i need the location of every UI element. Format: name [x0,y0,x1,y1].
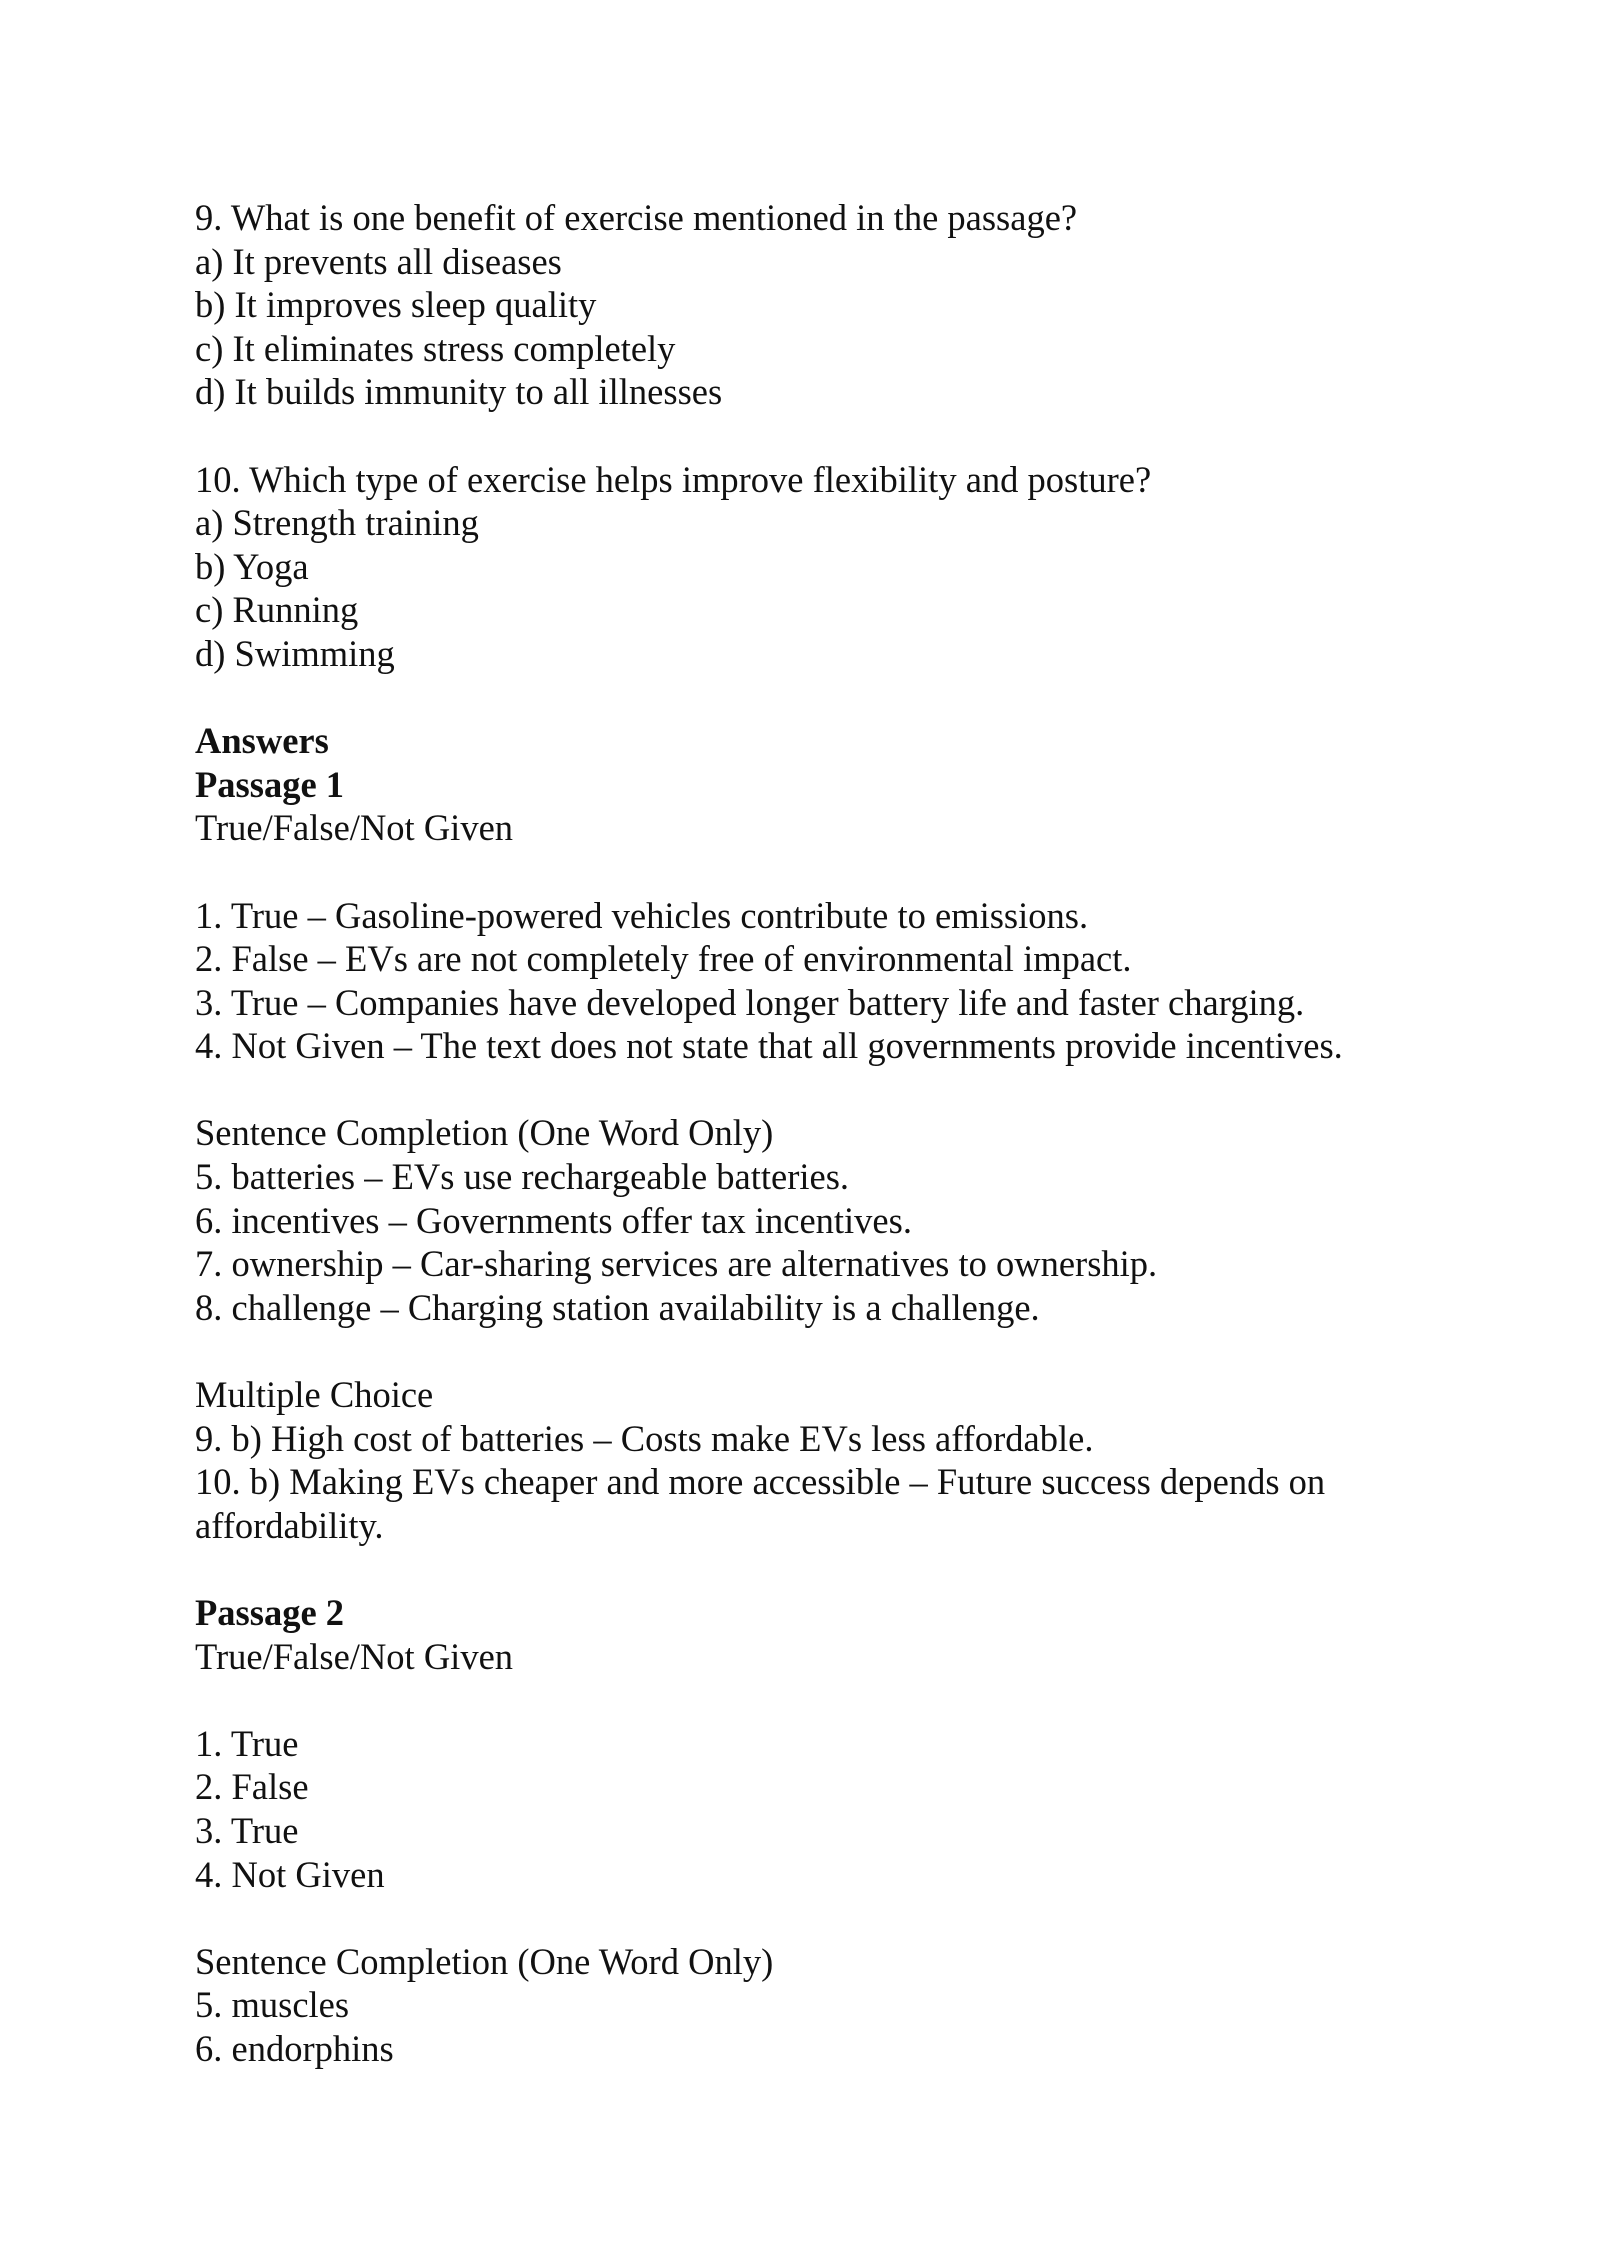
answers-heading: Answers [195,720,329,762]
p2-sc-answer-6: 6. endorphins [195,2027,394,2069]
q10-option-c: c) Running [195,589,359,631]
spacer [195,1547,1495,1591]
p1-sc-answer-8: 8. challenge – Charging station availability is a challenge. [195,1286,1040,1328]
p2-tfng-heading: True/False/Not Given [195,1635,514,1677]
spacer [195,850,1495,894]
spacer [195,1068,1495,1112]
question-10: 10. Which type of exercise helps improve flexibility and posture? [195,458,1152,500]
q9-option-a: a) It prevents all diseases [195,240,562,282]
p2-tfng-answer-3: 3. True [195,1809,299,1851]
p1-sc-heading: Sentence Completion (One Word Only) [195,1112,774,1154]
q9-option-b: b) It improves sleep quality [195,284,597,326]
p1-tfng-answer-2: 2. False – EVs are not completely free of environmental impact. [195,938,1132,980]
question-9: 9. What is one benefit of exercise mentioned in the passage? [195,197,1078,238]
spacer [195,1678,1495,1722]
passage-2-title: Passage 2 [195,1592,345,1633]
p2-sc-answer-5: 5. muscles [195,1984,350,2026]
q10-option-d: d) Swimming [195,632,395,674]
p1-tfng-answer-3: 3. True – Companies have developed longer battery life and faster charging. [195,981,1305,1023]
p2-tfng-answer-1: 1. True [195,1722,299,1764]
p1-tfng-heading: True/False/Not Given [195,807,514,849]
p1-sc-answer-6: 6. incentives – Governments offer tax incentives. [195,1199,912,1241]
p1-mc-heading: Multiple Choice [195,1374,434,1416]
p1-mc-answer-9: 9. b) High cost of batteries – Costs make EVs less affordable. [195,1417,1094,1459]
p1-mc-answer-10: 10. b) Making EVs cheaper and more accessible – Future success depends on affordability. [195,1461,1326,1546]
passage-1-title: Passage 1 [195,763,345,805]
p2-sc-heading: Sentence Completion (One Word Only) [195,1940,774,1982]
p1-tfng-answer-1: 1. True – Gasoline-powered vehicles contribute to emissions. [195,894,1089,936]
spacer [195,414,1495,458]
spacer [195,1896,1495,1940]
q10-option-b: b) Yoga [195,545,309,587]
document-page [195,196,1495,2071]
p2-tfng-answer-4: 4. Not Given [195,1853,385,1895]
p1-sc-answer-7: 7. ownership – Car-sharing services are alternatives to ownership. [195,1243,1158,1285]
q9-option-c: c) It eliminates stress completely [195,327,676,369]
p2-tfng-answer-2: 2. False [195,1766,309,1808]
p1-tfng-answer-4: 4. Not Given – The text does not state that all governments provide incentives. [195,1025,1343,1067]
spacer [195,1329,1495,1373]
p1-sc-answer-5: 5. batteries – EVs use rechargeable batteries. [195,1156,850,1198]
q9-option-d: d) It builds immunity to all illnesses [195,371,723,413]
spacer [195,676,1495,720]
q10-option-a: a) Strength training [195,502,479,544]
